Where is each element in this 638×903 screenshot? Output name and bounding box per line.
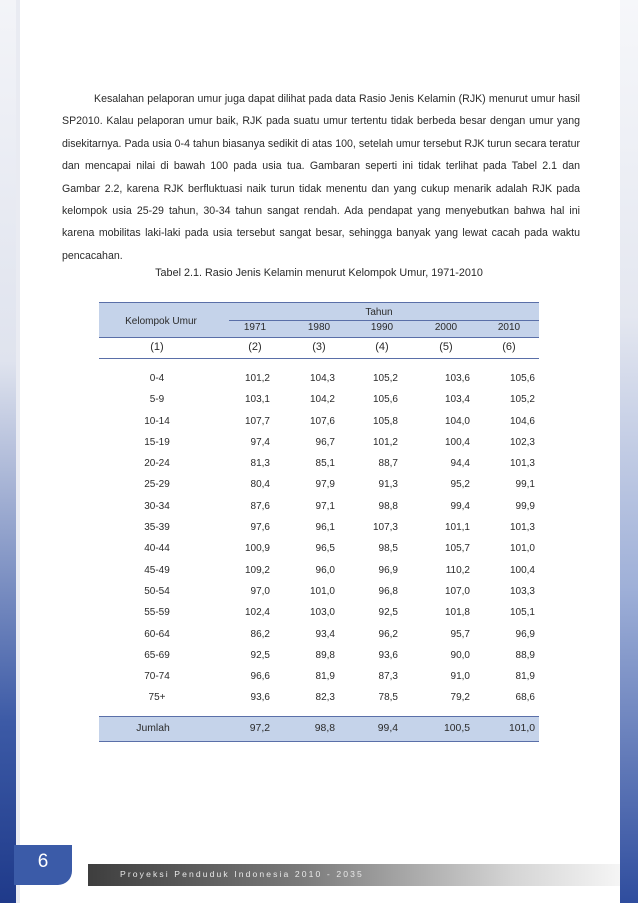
header-year: 1971 [243, 322, 267, 333]
ratio-cell: 103,6 [444, 373, 470, 384]
ratio-cell: 93,6 [378, 649, 398, 661]
ratio-cell: 105,2 [372, 373, 398, 384]
ratio-cell: 101,2 [372, 436, 398, 448]
total-value: 98,8 [314, 722, 335, 734]
ratio-cell: 101,0 [309, 585, 335, 597]
ratio-cell: 85,1 [315, 458, 335, 470]
column-number: (3) [312, 341, 326, 353]
total-value: 100,5 [443, 722, 470, 734]
page-footer [0, 845, 620, 887]
table-row [99, 369, 539, 390]
age-group-cell: 55-59 [144, 607, 170, 619]
header-kelompok-umur: Kelompok Umur [125, 316, 197, 327]
table-row [99, 582, 539, 603]
ratio-cell: 102,4 [244, 607, 270, 619]
ratio-cell: 92,5 [250, 649, 270, 661]
table-row [99, 412, 539, 433]
age-group-cell: 40-44 [144, 543, 170, 555]
total-value: 97,2 [249, 722, 270, 734]
ratio-cell: 93,6 [250, 692, 270, 704]
ratio-cell: 101,3 [509, 458, 535, 470]
header-year: 1990 [370, 322, 394, 333]
age-group-cell: 60-64 [144, 628, 170, 640]
table-row [99, 625, 539, 646]
ratio-cell: 87,6 [250, 500, 270, 512]
table-row [99, 688, 539, 709]
table-row [99, 603, 539, 624]
ratio-cell: 109,2 [244, 564, 270, 576]
ratio-cell: 102,3 [509, 436, 535, 448]
ratio-cell: 105,7 [444, 543, 470, 555]
ratio-cell: 100,9 [244, 543, 270, 555]
age-group-cell: 5-9 [149, 394, 165, 406]
table-row [99, 433, 539, 454]
ratio-cell: 105,1 [509, 607, 535, 619]
age-group-cell: 10-14 [144, 415, 170, 427]
column-number: (6) [502, 341, 516, 353]
ratio-cell: 99,9 [515, 500, 535, 512]
ratio-cell: 104,2 [309, 394, 335, 406]
age-group-cell: 75+ [148, 692, 166, 704]
table-row [99, 539, 539, 560]
ratio-cell: 95,7 [450, 628, 470, 640]
column-number: (2) [248, 341, 262, 353]
ratio-cell: 88,7 [378, 458, 398, 470]
ratio-cell: 100,4 [509, 564, 535, 576]
ratio-cell: 79,2 [450, 692, 470, 704]
total-row [99, 716, 539, 742]
ratio-cell: 104,0 [444, 415, 470, 427]
ratio-cell: 97,0 [250, 585, 270, 597]
ratio-cell: 105,6 [372, 394, 398, 406]
ratio-cell: 99,1 [515, 479, 535, 491]
age-group-cell: 15-19 [144, 436, 170, 448]
age-group-cell: 65-69 [144, 649, 170, 661]
table-body [99, 359, 539, 710]
table-row [99, 475, 539, 496]
footer-bar [88, 864, 620, 886]
ratio-cell: 87,3 [378, 671, 398, 683]
header-year: 1980 [307, 322, 331, 333]
age-group-cell: 50-54 [144, 585, 170, 597]
table-row [99, 561, 539, 582]
ratio-cell: 105,2 [509, 394, 535, 406]
ratio-cell: 90,0 [450, 649, 470, 661]
ratio-cell: 107,6 [309, 415, 335, 427]
ratio-cell: 96,1 [315, 522, 335, 534]
header-divider [229, 320, 539, 321]
ratio-cell: 82,3 [315, 692, 335, 704]
ratio-cell: 107,3 [372, 522, 398, 534]
age-group-cell: 35-39 [144, 522, 170, 534]
ratio-cell: 88,9 [515, 649, 535, 661]
ratio-cell: 97,6 [250, 522, 270, 534]
column-number: (4) [375, 341, 389, 353]
ratio-cell: 94,4 [450, 458, 470, 470]
ratio-cell: 81,9 [515, 671, 535, 683]
ratio-cell: 96,5 [315, 543, 335, 555]
age-group-cell: 20-24 [144, 458, 170, 470]
ratio-cell: 81,9 [315, 671, 335, 683]
ratio-cell: 97,4 [250, 436, 270, 448]
left-decorative-band [0, 0, 16, 903]
ratio-cell: 103,4 [444, 394, 470, 406]
age-group-cell: 25-29 [144, 479, 170, 491]
ratio-cell: 91,0 [450, 671, 470, 683]
ratio-cell: 78,5 [378, 692, 398, 704]
column-number-row [99, 338, 539, 359]
table-row [99, 518, 539, 539]
ratio-cell: 92,5 [378, 607, 398, 619]
table-caption: Tabel 2.1. Rasio Jenis Kelamin menurut Kelompok Umur, 1971-2010 [155, 267, 483, 279]
ratio-cell: 104,6 [509, 415, 535, 427]
header-tahun: Tahun [365, 307, 393, 318]
ratio-cell: 96,9 [378, 564, 398, 576]
column-number: (5) [439, 341, 453, 353]
ratio-cell: 91,3 [378, 479, 398, 491]
ratio-cell: 107,0 [444, 585, 470, 597]
ratio-cell: 103,3 [509, 585, 535, 597]
ratio-cell: 105,6 [509, 373, 535, 384]
ratio-cell: 98,5 [378, 543, 398, 555]
ratio-cell: 101,0 [509, 543, 535, 555]
total-label: Jumlah [136, 722, 170, 734]
ratio-cell: 86,2 [250, 628, 270, 640]
ratio-cell: 101,2 [244, 373, 270, 384]
ratio-cell: 105,8 [372, 415, 398, 427]
ratio-cell: 95,2 [450, 479, 470, 491]
ratio-cell: 97,9 [315, 479, 335, 491]
column-number: (1) [150, 341, 164, 353]
ratio-cell: 96,0 [315, 564, 335, 576]
ratio-cell: 96,8 [378, 585, 398, 597]
table-row [99, 497, 539, 518]
data-table [99, 302, 539, 742]
ratio-cell: 97,1 [315, 500, 335, 512]
total-value: 99,4 [377, 722, 398, 734]
header-year: 2000 [434, 322, 458, 333]
page-number: 6 [37, 851, 49, 872]
ratio-cell: 96,9 [515, 628, 535, 640]
ratio-cell: 89,8 [315, 649, 335, 661]
total-value: 101,0 [508, 722, 535, 734]
age-group-cell: 30-34 [144, 500, 170, 512]
ratio-cell: 103,0 [309, 607, 335, 619]
left-decorative-stripe [16, 0, 20, 903]
ratio-cell: 96,2 [378, 628, 398, 640]
body-paragraph: Kesalahan pelaporan umur juga dapat dilihat pada data Rasio Jenis Kelamin (RJK) menurut umur hasil SP2010. Kalau pelaporan umur baik, RJK pada suatu umur tertentu tidak berbeda besar dengan umur yang disekitarnya. Pada usia 0-4 tahun biasanya sedikit di atas 100, setelah umur tersebut RJK turun secara teratur dan mencapai nilai di bawah 100 pada usia tua. Gambaran seperti ini tidak terlihat pada Tabel 2.1 dan Gambar 2.2, karena RJK berfluktuasi naik turun tidak menentu dan yang cukup menarik adalah RJK pada kelompok usia 25-29 tahun, 30-34 tahun sangat rendah. Ada pendapat yang menyebutkan bahwa hal ini karena mobilitas laki-laki pada usia tersebut sangat besar, sehingga banyak yang lewat cacah pada waktu pencacahan. [62, 93, 580, 262]
table-row [99, 646, 539, 667]
ratio-cell: 107,7 [244, 415, 270, 427]
ratio-cell: 101,3 [509, 522, 535, 534]
ratio-cell: 104,3 [309, 373, 335, 384]
ratio-cell: 100,4 [444, 436, 470, 448]
right-decorative-band [620, 0, 638, 903]
table-row [99, 390, 539, 411]
table-row [99, 454, 539, 475]
ratio-cell: 99,4 [450, 500, 470, 512]
ratio-cell: 110,2 [445, 564, 470, 576]
age-group-cell: 0-4 [149, 373, 165, 384]
ratio-cell: 103,1 [244, 394, 270, 406]
ratio-cell: 80,4 [250, 479, 270, 491]
header-year: 2010 [497, 322, 521, 333]
table-row [99, 667, 539, 688]
ratio-cell: 93,4 [315, 628, 335, 640]
ratio-cell: 81,3 [250, 458, 270, 470]
ratio-cell: 101,1 [444, 522, 470, 534]
ratio-cell: 68,6 [515, 692, 535, 704]
footer-title: Proyeksi Penduduk Indonesia 2010 - 2035 [120, 869, 364, 879]
ratio-cell: 101,8 [444, 607, 470, 619]
ratio-cell: 98,8 [378, 500, 398, 512]
ratio-cell: 96,6 [250, 671, 270, 683]
ratio-cell: 96,7 [315, 436, 335, 448]
table-header [99, 302, 539, 338]
age-group-cell: 45-49 [144, 564, 170, 576]
age-group-cell: 70-74 [144, 671, 170, 683]
